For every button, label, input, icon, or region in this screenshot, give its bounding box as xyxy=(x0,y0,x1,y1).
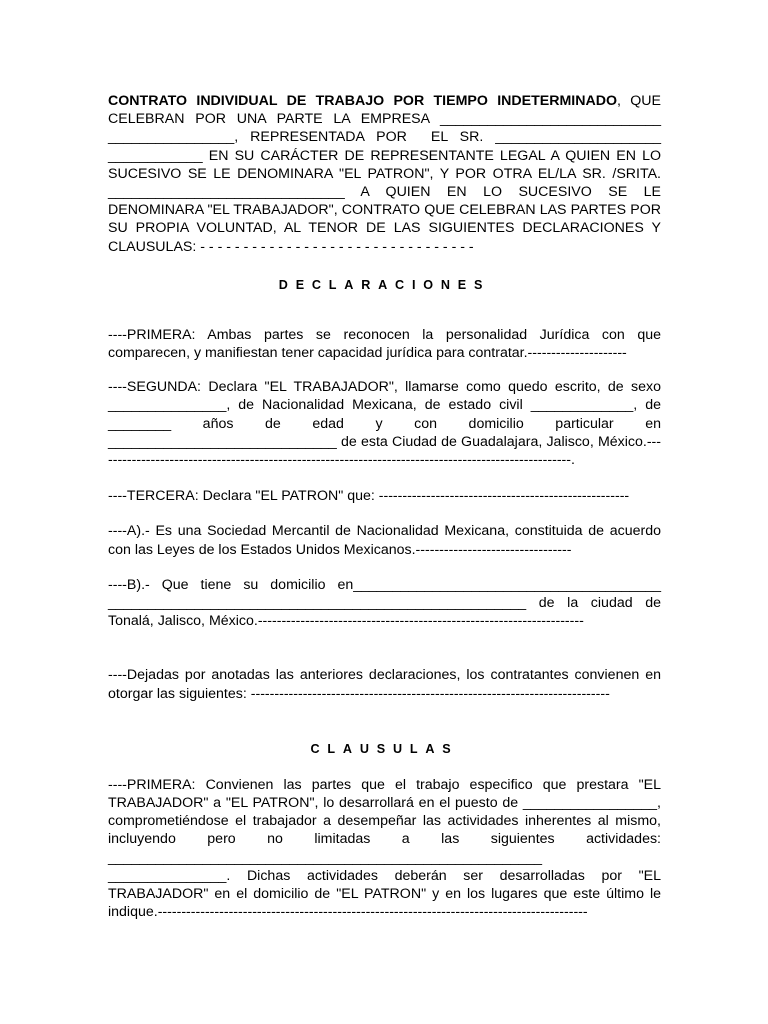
declaraciones-heading: DECLARACIONES xyxy=(278,277,491,292)
declaracion-tercera: ----TERCERA: Declara "EL PATRON" que: ----------------------------------------------------- xyxy=(108,488,630,505)
clausula-primera: ----PRIMERA: Convienen las partes que el trabajo especifico que prestara "EL TRABAJADOR" a "EL PATRON", lo desarrollará en el puesto de _________________, comprometiéndose el trabajador a desempeñar las actividades inherentes al mismo, incluyendo pero no limitadas a las siguientes actividades: _______________________________________________________ _______________. Dichas actividades deberán ser desarrolladas por "EL TRABAJADOR" en el domicilio de "EL PATRON" y en los lugares que este último le indique.------------------------------------------------------------------------------------------- xyxy=(108,776,665,921)
declaracion-segunda: ----SEGUNDA: Declara "EL TRABAJADOR", llamarse como quedo escrito, de sexo _______________, de Nacionalidad Mexicana, de estado civil _____________, de ________ años de edad y con domicilio particular en _____________________________ de esta Ciudad de Guadalajara, Jalisco, México.-----------------------------------------------------------------------------------------------------. xyxy=(108,379,665,469)
declaracion-inciso-b: ----B).- Que tiene su domicilio en_______________________________________ _____________________________________________________ de la ciudad de Tonalá, Jalisco, México.--------------------------------------------------------------------- xyxy=(108,576,665,630)
declaracion-primera: ----PRIMERA: Ambas partes se reconocen la personalidad Jurídica con que comparecen, y manifiestan tener capacidad jurídica para contratar.--------------------- xyxy=(108,326,665,362)
intro-text: , QUE CELEBRAN POR UNA PARTE LA EMPRESA ____________________________ ________________, REPRESENTADA POR EL SR. _____________________ ____________ EN SU CARÁCTER DE REPRESENTANTE LEGAL A QUIEN EN LO SUCESIVO SE LE DENOMINARA "EL PATRON", Y POR OTRA EL/LA SR. /SRITA. ______________________________ A QUIEN EN LO SUCESIVO SE LE DENOMINARA "EL TRABAJADOR", CONTRATO QUE CELEBRAN LAS PARTES POR SU PROPIA VOLUNTAD, AL TENOR DE LAS SIGUIENTES DECLARACIONES Y CLAUSULAS: - - - - - - - - - - - - - - - - - - - - - - - - - - - - - - - - xyxy=(108,93,665,255)
declaraciones-cierre: ----Dejadas por anotadas las anteriores declaraciones, los contratantes convienen en otorgar las siguientes: ---------------------------------------------------------------------------- xyxy=(108,667,665,702)
contract-body xyxy=(108,92,665,922)
intro-paragraph xyxy=(108,92,665,256)
contract-title: CONTRATO INDIVIDUAL DE TRABAJO POR TIEMPO INDETERMINADO xyxy=(108,93,618,109)
declaracion-inciso-a: ----A).- Es una Sociedad Mercantil de Nacionalidad Mexicana, constituida de acuerdo con las Leyes de los Estados Unidos Mexicanos.--------------------------------- xyxy=(108,523,665,558)
clausulas-heading: CLAUSULAS xyxy=(310,741,459,756)
